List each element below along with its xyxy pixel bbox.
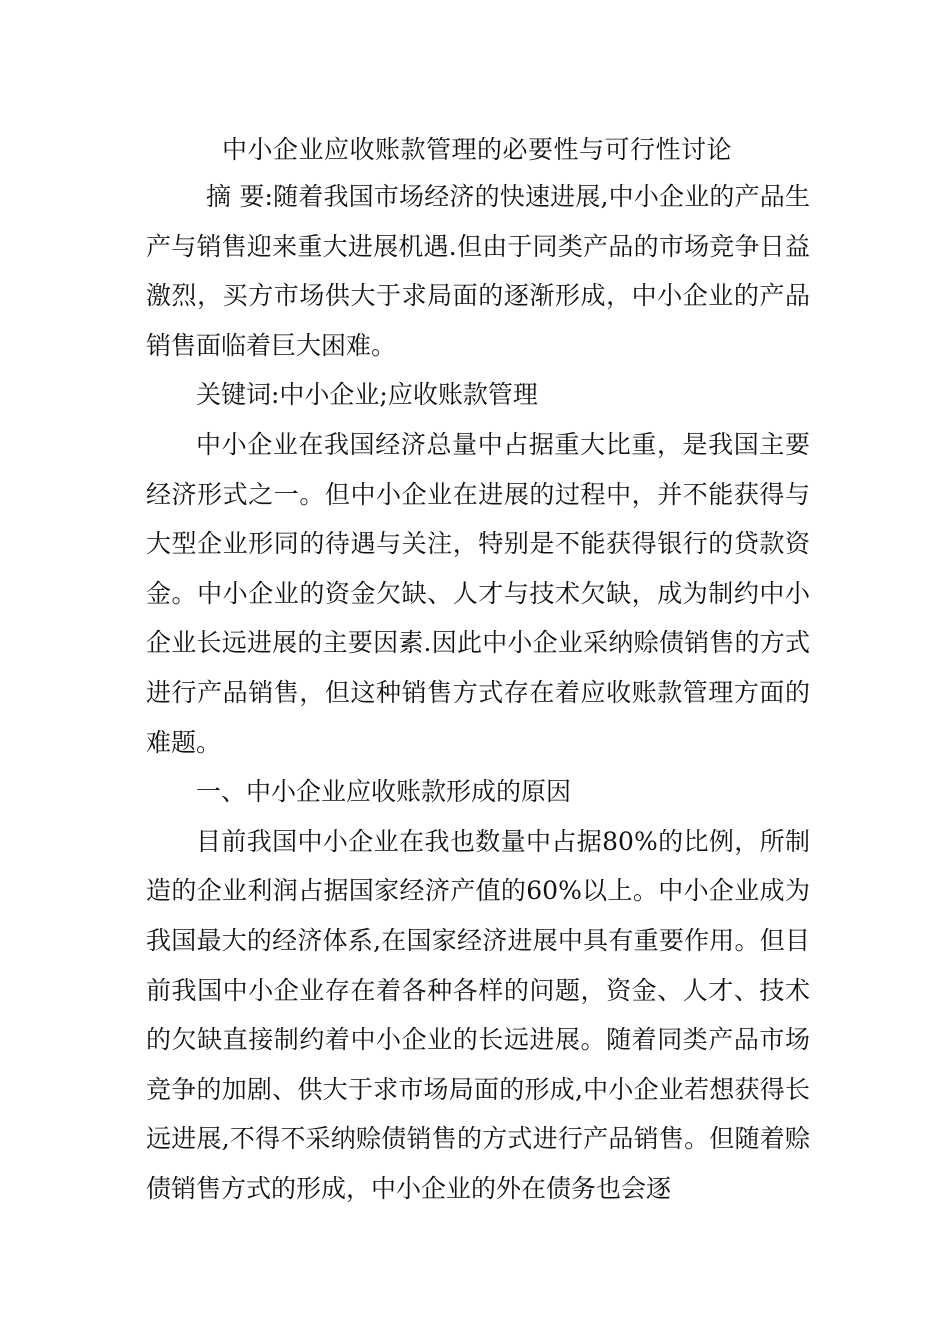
document-title: 中小企业应收账款管理的必要性与可行性讨论 [222, 135, 733, 164]
body-paragraph-1: 中小企业在我国经济总量中占据重大比重，是我国主要经济形式之一。但中小企业在进展的过程中，并不能获得与大型企业形同的待遇与关注，特别是不能获得银行的贷款资金。中小企业的资金欠缺、人才与技术欠缺，成为制约中小企业长远进展的主要因素.因此中小企业采纳赊债销售的方式进行产品销售，但这种销售方式存在着应收账款管理方面的难题。 [146, 429, 810, 757]
body-paragraph-2: 目前我国中小企业在我也数量中占据80%的比例，所制造的企业利润占据国家经济产值的60%以上。中小企业成为我国最大的经济体系,在国家经济进展中具有重要作用。但目前我国中小企业存在着各种各样的问题，资金、人才、技术的欠缺直接制约着中小企业的长远进展。随着同类产品市场竞争的加剧、供大于求市场局面的形成,中小企业若想获得长远进展,不得不采纳赊债销售的方式进行产品销售。但随着赊债销售方式的形成，中小企业的外在债务也会逐 [146, 826, 810, 1203]
document-page [146, 128, 810, 1213]
keywords-paragraph: 关键词:中小企业;应收账款管理 [196, 380, 538, 410]
abstract-paragraph: 摘 要:随着我国市场经济的快速进展,中小企业的产品生产与销售迎来重大进展机遇.但由于同类产品的市场竞争日益激烈，买方市场供大于求局面的逐渐形成，中小企业的产品销售面临着巨大困难。 [146, 182, 810, 360]
section-heading-1: 一、中小企业应收账款形成的原因 [196, 777, 572, 807]
